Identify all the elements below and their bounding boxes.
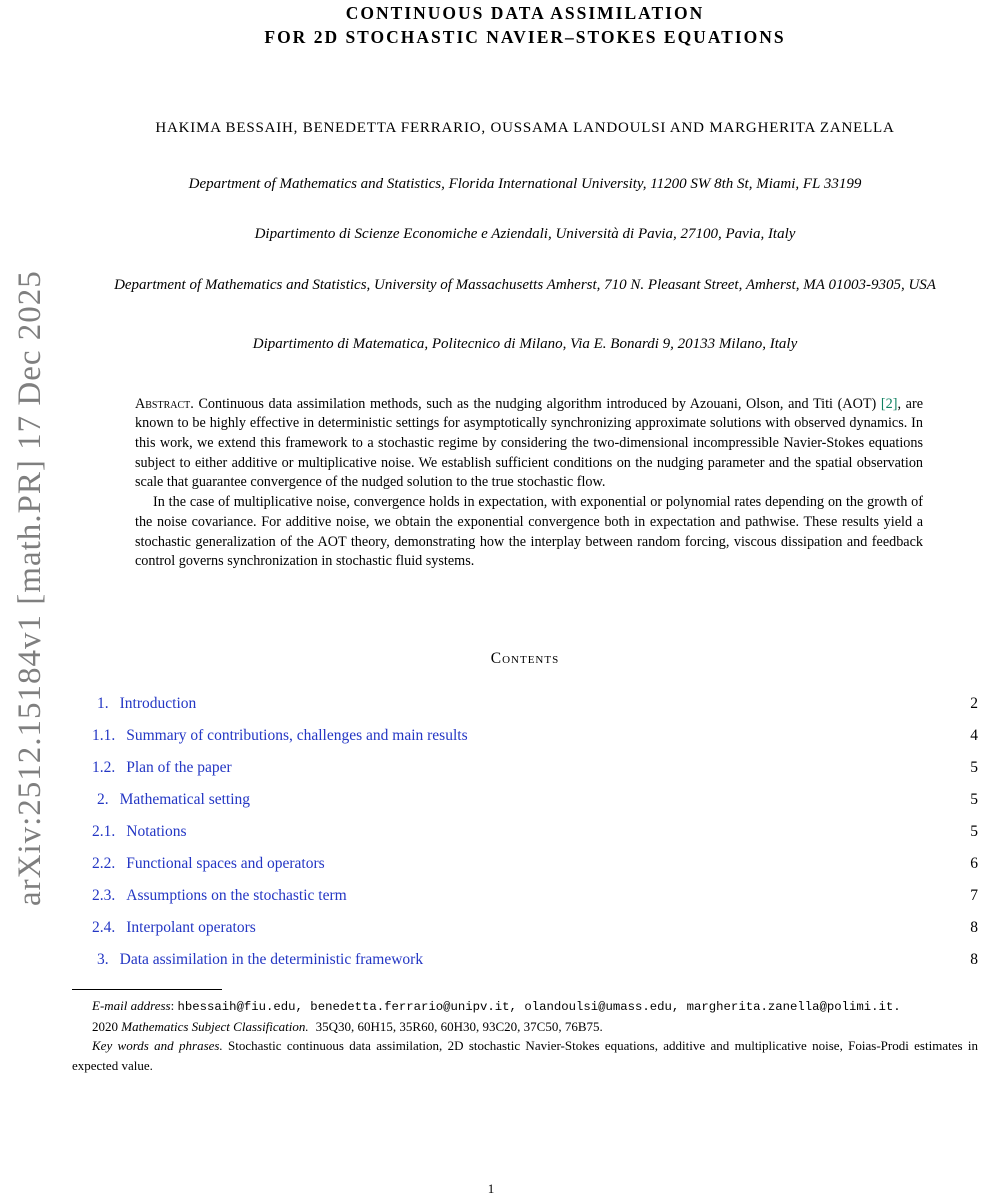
toc-label: Introduction [119, 695, 197, 713]
affiliation-2: Dipartimento di Scienze Economiche e Aziendali, Università di Pavia, 27100, Pavia, Italy [254, 226, 796, 243]
toc-page-number: 7 [970, 887, 978, 905]
abstract-label: Abstract. [135, 395, 194, 412]
toc-entry [92, 887, 978, 919]
toc-page-number: 5 [970, 759, 978, 777]
paper-title-line2: FOR 2D STOCHASTIC NAVIER–STOKES EQUATIONS [264, 26, 786, 47]
abstract-paragraph-1 [135, 395, 923, 494]
toc-entry [92, 823, 978, 855]
arxiv-watermark: arXiv:2512.15184v1 [math.PR] 17 Dec 2025 [12, 270, 48, 906]
toc-number: 2.4. [92, 919, 116, 937]
toc-entry [92, 727, 978, 759]
toc-label: Assumptions on the stochastic term [126, 887, 347, 905]
footnote-keywords [72, 1036, 978, 1075]
affiliation-1: Department of Mathematics and Statistics, Florida International University, 11200 SW 8th St, Miami, FL 33199 [188, 175, 862, 192]
keywords-text: Stochastic continuous data assimilation, 2D stochastic Navier-Stokes equations, additive and multiplicative noise, Foias-Prodi estimates in expected value. [72, 1038, 978, 1073]
contents-heading: Contents [490, 650, 560, 668]
toc-link-introduction[interactable] [97, 695, 196, 713]
toc-page-number: 5 [970, 823, 978, 841]
toc-page-number: 6 [970, 855, 978, 873]
toc-page-number: 5 [970, 791, 978, 809]
toc-number: 1. [97, 695, 109, 713]
toc-label: Summary of contributions, challenges and main results [126, 727, 468, 745]
msc-year: 2020 [92, 1018, 122, 1034]
toc-label: Notations [126, 823, 187, 841]
abstract-text-before-cite: Continuous data assimilation methods, such as the nudging algorithm introduced by Azouani, Olson, and Titi (AOT) [193, 395, 881, 412]
footnote-rule [72, 989, 222, 990]
footnote-email [72, 996, 978, 1016]
affiliation-4: Dipartimento di Matematica, Politecnico di Milano, Via E. Bonardi 9, 20133 Milano, Italy [252, 335, 798, 352]
email-separator: : [170, 998, 178, 1014]
toc-link-assumptions-on-stochastic-term[interactable] [92, 887, 347, 905]
abstract-text-after-cite: , are known to be highly effective in deterministic settings for asymptotically synchronizing approximate solutions with observed dynamics. In this work, we extend this framework to a stochastic regime by considering the two-dimensional incompressible Navier-Stokes equations subject to either additive or multiplicative noise. We establish sufficient conditions on the nudging parameter and the spatial observation scale that guarantee convergence of the nudged solution to the true stochastic flow. [135, 395, 923, 491]
toc-entry [92, 695, 978, 727]
affiliation-3: Department of Mathematics and Statistics, University of Massachusetts Amherst, 710 N. Pleasant Street, Amherst, MA 01003-9305, USA [114, 277, 936, 293]
toc-label: Plan of the paper [126, 759, 232, 777]
authors-line: HAKIMA BESSAIH, BENEDETTA FERRARIO, OUSSAMA LANDOULSI AND MARGHERITA ZANELLA [155, 120, 895, 137]
footnote-msc [72, 1017, 978, 1037]
toc-link-data-assimilation-deterministic[interactable] [97, 951, 423, 969]
toc-entry [92, 791, 978, 823]
toc-link-summary-of-contributions[interactable] [92, 727, 468, 745]
toc-link-functional-spaces-and-operators[interactable] [92, 855, 325, 873]
paper-content [72, 0, 978, 1075]
toc-number: 3. [97, 951, 109, 969]
toc-label: Mathematical setting [119, 791, 251, 809]
toc-link-plan-of-the-paper[interactable] [92, 759, 232, 777]
toc-number: 2.1. [92, 823, 116, 841]
toc-number: 2.2. [92, 855, 116, 873]
toc-page-number: 8 [970, 919, 978, 937]
paper-title-line1: CONTINUOUS DATA ASSIMILATION [345, 3, 705, 23]
toc-entry [92, 919, 978, 951]
table-of-contents [92, 695, 978, 983]
toc-entry [92, 951, 978, 983]
toc-label: Functional spaces and operators [126, 855, 325, 873]
msc-codes: 35Q30, 60H15, 35R60, 60H30, 93C20, 37C50, 76B75. [315, 1018, 603, 1034]
toc-entry [92, 855, 978, 887]
toc-entry [92, 759, 978, 791]
keywords-label: Key words and phrases. [92, 1038, 223, 1054]
email-addresses: hbessaih@fiu.edu, benedetta.ferrario@unipv.it, olandoulsi@umass.edu, margherita.zanella@polimi.it. [177, 1000, 901, 1015]
toc-link-mathematical-setting[interactable] [97, 791, 250, 809]
page-number: 1 [487, 1181, 495, 1196]
toc-link-notations[interactable] [92, 823, 187, 841]
toc-number: 1.2. [92, 759, 116, 777]
toc-link-interpolant-operators[interactable] [92, 919, 256, 937]
abstract-paragraph-2: In the case of multiplicative noise, convergence holds in expectation, with exponential or polynomial rates depending on the growth of the noise covariance. For additive noise, we obtain the exponential convergence both in expectation and pathwise. These results yield a stochastic generalization of the AOT theory, demonstrating how the interplay between random forcing, viscous dissipation and feedback control governs synchronization in stochastic fluid systems. [135, 494, 923, 570]
toc-number: 1.1. [92, 727, 116, 745]
msc-label: Mathematics Subject Classification. [121, 1018, 309, 1034]
footnote-block [72, 989, 978, 1075]
toc-page-number: 2 [970, 695, 978, 713]
toc-label: Data assimilation in the deterministic framework [119, 951, 424, 969]
citation-link-2[interactable]: [2] [880, 395, 898, 412]
paper-title [72, 0, 978, 49]
toc-page-number: 8 [970, 951, 978, 969]
abstract [135, 395, 923, 573]
toc-number: 2. [97, 791, 109, 809]
toc-label: Interpolant operators [126, 919, 256, 937]
toc-page-number: 4 [970, 727, 978, 745]
email-label: E-mail address [92, 998, 171, 1014]
toc-number: 2.3. [92, 887, 116, 905]
